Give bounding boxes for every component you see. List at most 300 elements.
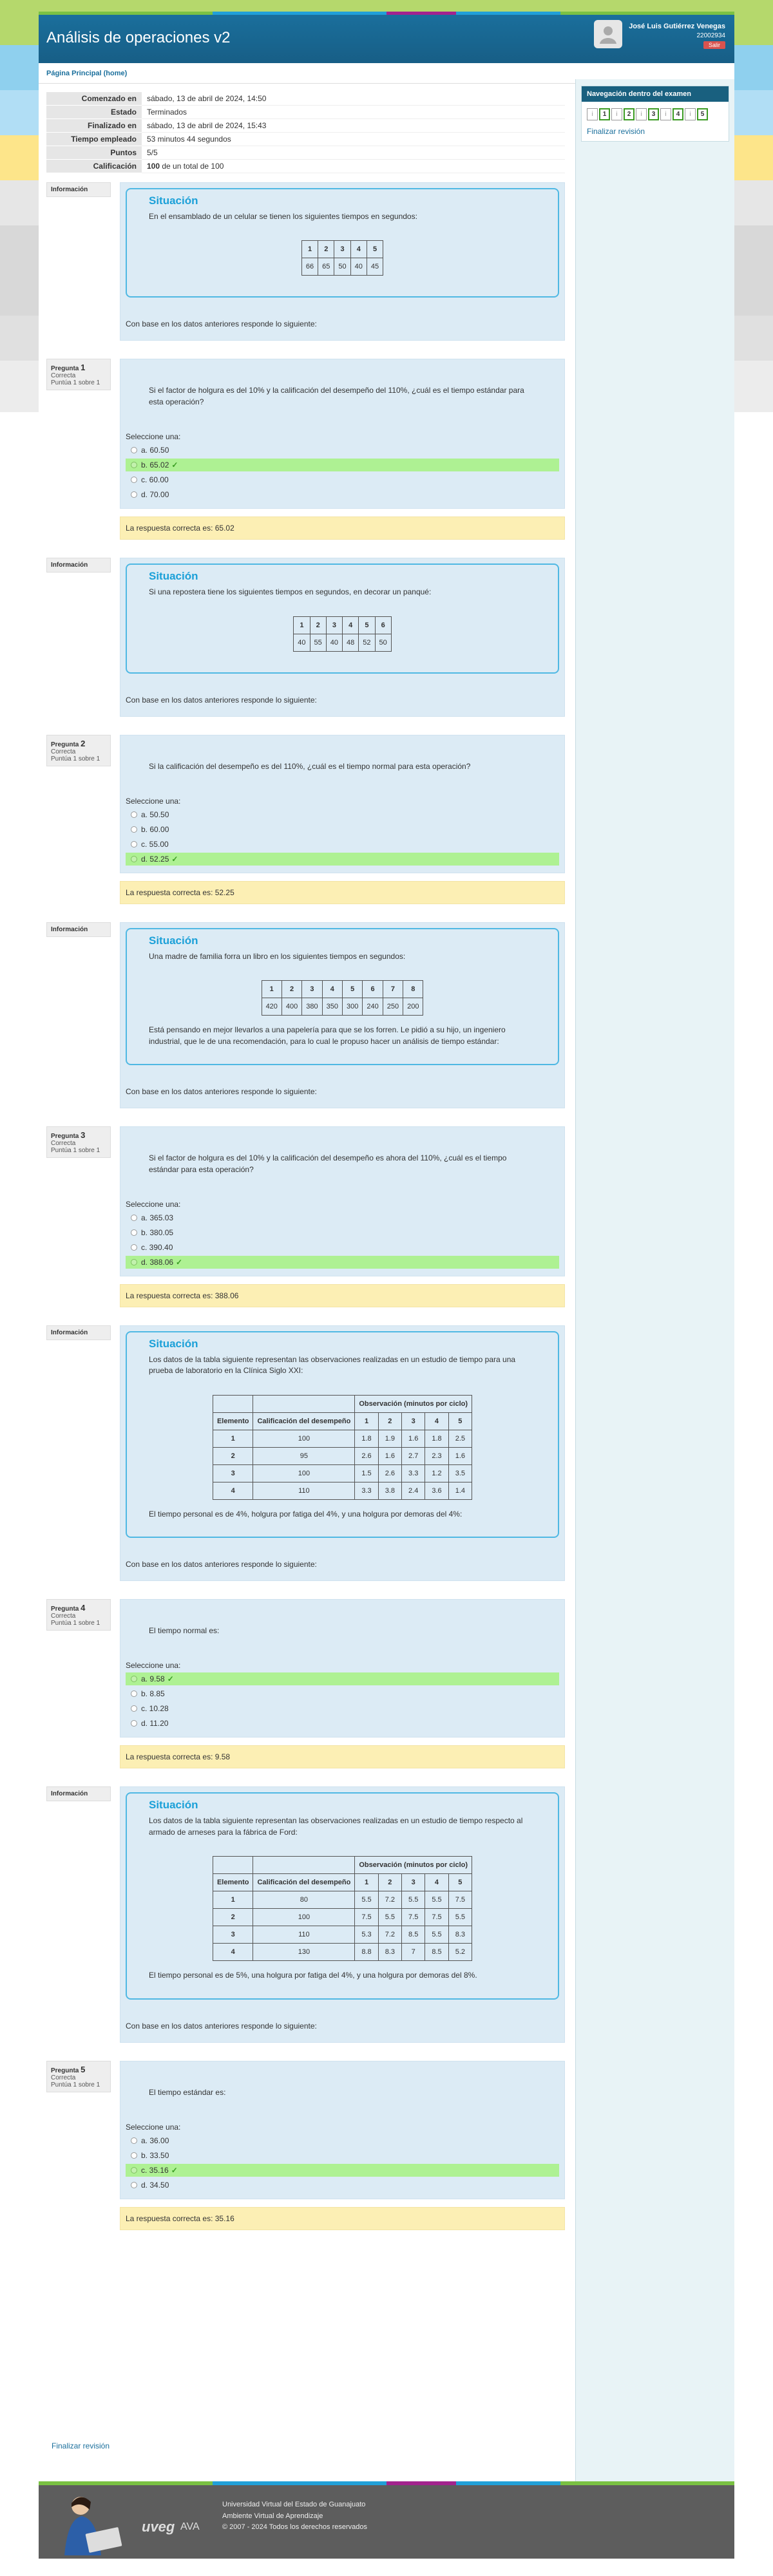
answer-option[interactable] [126, 1226, 559, 1239]
question-content [120, 2061, 565, 2230]
table-header-cell [253, 1395, 355, 1412]
info-content [120, 558, 565, 716]
table-row [213, 1447, 472, 1464]
table-cell: 40 [350, 258, 367, 276]
info-content [120, 922, 565, 1108]
question-content [120, 1599, 565, 1768]
logout-button[interactable]: Salir [703, 41, 725, 49]
table-header-cell: Elemento [213, 1874, 253, 1891]
table-cell: 3 [213, 1464, 253, 1482]
summary-label: Puntos [46, 146, 142, 160]
radio-button[interactable] [131, 2182, 137, 2188]
question-number [51, 1603, 106, 1613]
answer-option-label: d. 388.06 [141, 1257, 174, 1267]
table-cell: 8.8 [355, 1944, 378, 1961]
info-box [46, 558, 111, 573]
question-number [51, 2065, 106, 2074]
answer-option[interactable] [126, 823, 559, 836]
table-cell: 1.9 [378, 1430, 401, 1447]
table-cell: 240 [363, 998, 383, 1016]
table-header-cell: 1 [294, 616, 310, 634]
table-cell: 5.2 [448, 1944, 472, 1961]
table-cell: 110 [253, 1926, 355, 1944]
radio-button[interactable] [131, 462, 137, 468]
question-state: Correcta [51, 372, 76, 380]
table-cell: 52 [359, 634, 375, 651]
table-cell: 66 [301, 258, 318, 276]
table-header-cell: 6 [375, 616, 391, 634]
table-cell: 2 [213, 1909, 253, 1926]
info-box [46, 2061, 111, 2092]
question-info [46, 1325, 111, 1581]
table-header-row [213, 1857, 472, 1874]
radio-button[interactable] [131, 477, 137, 483]
situation-box [126, 1331, 559, 1538]
answer-option-label: c. 390.40 [141, 1242, 173, 1252]
table-cell: 45 [367, 258, 383, 276]
table-cell: 2.4 [402, 1482, 425, 1499]
situation-title: Situación [149, 570, 198, 583]
table-cell: 5.3 [355, 1926, 378, 1944]
table-cell: 1.8 [355, 1430, 378, 1447]
answer-option[interactable] [126, 1211, 559, 1224]
table-cell: 1.8 [425, 1430, 448, 1447]
avatar[interactable] [594, 20, 622, 48]
table-row [294, 634, 392, 651]
radio-button[interactable] [131, 856, 137, 862]
table-cell: 48 [343, 634, 359, 651]
info-label: Información [51, 925, 88, 933]
observation-header: Observación (minutos por ciclo) [355, 1857, 472, 1874]
table-row [213, 1430, 472, 1447]
footer-line-2: Ambiente Virtual de Aprendizaje [222, 2512, 323, 2520]
question-grade: Puntúa 1 sobre 1 [51, 1620, 100, 1627]
question-grade: Puntúa 1 sobre 1 [51, 2081, 100, 2088]
answer-option[interactable] [126, 2149, 559, 2162]
summary-value [142, 146, 565, 160]
quiz-navigation-title: Navegación dentro del examen [582, 86, 729, 102]
table-header-cell [213, 1857, 253, 1874]
info-content [120, 1786, 565, 2042]
answer-option[interactable] [126, 1702, 559, 1715]
answer-option-label: a. 36.00 [141, 2136, 169, 2146]
radio-button[interactable] [131, 1676, 137, 1682]
summary-value [142, 133, 565, 146]
table-header-cell: 6 [363, 981, 383, 998]
info-label: Información [51, 1790, 88, 1798]
table-cell: 5.5 [402, 1891, 425, 1909]
sidebar [575, 79, 734, 2481]
summary-row [46, 160, 565, 173]
question-number-value: 3 [81, 1130, 86, 1141]
question-item [46, 1599, 565, 1768]
nav-info-button[interactable]: i [636, 108, 647, 120]
situation-box [126, 928, 559, 1065]
table-header-cell: 1 [301, 241, 318, 258]
table-cell: 8.3 [378, 1944, 401, 1961]
table-cell: 1.4 [448, 1482, 472, 1499]
observation-header: Observación (minutos por ciclo) [355, 1395, 472, 1412]
radio-button[interactable] [131, 2152, 137, 2159]
answer-prompt: Seleccione una: [126, 2123, 181, 2132]
question-info [46, 182, 111, 341]
header [39, 15, 734, 63]
quiz-navigation-buttons [587, 107, 723, 122]
table-header-row [213, 1412, 472, 1430]
table-header-cell: 3 [334, 241, 350, 258]
table-header-cell: 8 [403, 981, 423, 998]
table-cell: 5.5 [448, 1909, 472, 1926]
summary-row [46, 106, 565, 119]
table-header-cell: 5 [448, 1874, 472, 1891]
answer-option-label: a. 50.50 [141, 810, 169, 819]
answer-option[interactable] [126, 1256, 559, 1269]
info-item [46, 922, 565, 1108]
formulation [120, 1325, 565, 1581]
nav-info-button[interactable]: i [611, 108, 622, 120]
summary-value-text: 5/5 [147, 148, 158, 157]
table-cell: 400 [282, 998, 301, 1016]
table-cell: 110 [253, 1482, 355, 1499]
summary-value [142, 160, 565, 173]
table-header-cell: 4 [425, 1412, 448, 1430]
instruction-text: Con base en los datos anteriores responde lo siguiente: [126, 2021, 317, 2031]
table-header-cell: 2 [282, 981, 301, 998]
info-box [46, 182, 111, 197]
table-header-cell: 4 [425, 1874, 448, 1891]
correct-answer-feedback: La respuesta correcta es: 65.02 [120, 516, 565, 540]
info-box [46, 1786, 111, 1801]
situation-title: Situación [149, 194, 198, 207]
info-box [46, 1599, 111, 1631]
summary-label: Tiempo empleado [46, 133, 142, 146]
question-info [46, 735, 111, 904]
question-number-value: 5 [81, 2064, 86, 2074]
table-header-row [301, 241, 383, 258]
nav-question-button[interactable]: 4 [673, 108, 683, 120]
table-header-cell: 1 [355, 1412, 378, 1430]
question-text: Si el factor de holgura es del 10% y la calificación del desempeño del 110%, ¿cuál es el tiempo estándar para esta operación? [149, 386, 524, 406]
formulation [120, 359, 565, 509]
radio-button[interactable] [131, 1705, 137, 1712]
table-cell: 65 [318, 258, 334, 276]
answer-option[interactable] [126, 2179, 559, 2192]
table-cell: 5.5 [378, 1909, 401, 1926]
info-item [46, 558, 565, 716]
radio-button[interactable] [131, 1229, 137, 1236]
question-state: Correcta [51, 2074, 76, 2081]
question-item [46, 359, 565, 540]
answer-option-label: c. 10.28 [141, 1704, 169, 1714]
question-grade: Puntúa 1 sobre 1 [51, 379, 100, 387]
answer-option-label: d. 11.20 [141, 1719, 169, 1728]
info-box [46, 735, 111, 766]
answer-option-label: a. 9.58 [141, 1674, 165, 1684]
table-cell: 2 [213, 1447, 253, 1464]
situation-title: Situación [149, 1337, 198, 1350]
student-illustration [55, 2488, 138, 2555]
answer-option-label: a. 365.03 [141, 1213, 174, 1222]
data-table [293, 616, 392, 652]
question-content [120, 1126, 565, 1307]
answer-option[interactable] [126, 808, 559, 821]
table-cell: 7.2 [378, 1926, 401, 1944]
table-cell: 3.3 [355, 1482, 378, 1499]
table-header-cell: 4 [322, 981, 342, 998]
breadcrumb-home-link[interactable]: Página Principal (home) [46, 70, 128, 77]
table-cell: 7.2 [378, 1891, 401, 1909]
check-icon: ✓ [167, 1674, 174, 1684]
table-header-cell [253, 1857, 355, 1874]
situation-title: Situación [149, 934, 198, 947]
info-label: Información [51, 562, 88, 569]
table-header-cell: 5 [448, 1412, 472, 1430]
radio-button[interactable] [131, 1244, 137, 1251]
answer-prompt: Seleccione una: [126, 1661, 181, 1671]
question-info [46, 2061, 111, 2230]
data-table [301, 240, 383, 276]
radio-button[interactable] [131, 1690, 137, 1697]
table-cell: 100 [253, 1464, 355, 1482]
radio-button[interactable] [131, 841, 137, 848]
summary-value-text: sábado, 13 de abril de 2024, 15:43 [147, 121, 267, 130]
nav-question-button[interactable]: 3 [648, 108, 659, 120]
table-cell: 380 [302, 998, 322, 1016]
table-cell: 50 [375, 634, 391, 651]
instruction-text: Con base en los datos anteriores responde lo siguiente: [126, 1087, 317, 1097]
table-cell: 5.5 [425, 1926, 448, 1944]
answer-option[interactable] [126, 1687, 559, 1700]
nav-info-button[interactable]: i [685, 108, 696, 120]
answer-option[interactable] [126, 2134, 559, 2147]
nav-info-button[interactable]: i [660, 108, 671, 120]
table-cell: 50 [334, 258, 350, 276]
question-grade: Puntúa 1 sobre 1 [51, 1147, 100, 1155]
table-header-cell: Elemento [213, 1412, 253, 1430]
correct-answer-feedback: La respuesta correcta es: 388.06 [120, 1284, 565, 1307]
answer-option-label: d. 34.50 [141, 2181, 169, 2190]
info-box [46, 1126, 111, 1158]
summary-row [46, 119, 565, 133]
answer-option[interactable] [126, 444, 559, 457]
ava-logo: AVA [180, 2521, 200, 2532]
question-list [46, 182, 565, 2230]
info-box [46, 922, 111, 937]
radio-button[interactable] [131, 2167, 137, 2174]
answer-option[interactable] [126, 1672, 559, 1685]
situation-box [126, 188, 559, 298]
table-header-row [213, 1395, 472, 1412]
user-name[interactable]: José Luis Gutiérrez Venegas [629, 23, 725, 30]
question-item [46, 735, 565, 904]
attempt-summary-table [46, 92, 565, 173]
situation-text-2: El tiempo personal es de 5%, una holgura por fatiga del 4%, y una holgura por demoras del 8%. [149, 1971, 477, 1980]
radio-button[interactable] [131, 2137, 137, 2144]
instruction-text: Con base en los datos anteriores responde lo siguiente: [126, 695, 317, 705]
observation-table [213, 1395, 472, 1500]
table-cell: 2.5 [448, 1430, 472, 1447]
main-content [46, 92, 565, 2248]
summary-value-text: de un total de 100 [160, 162, 224, 171]
finish-review-bottom-link[interactable]: Finalizar revisión [52, 2441, 110, 2450]
summary-value [142, 119, 565, 133]
formulation [120, 1126, 565, 1276]
formulation [120, 558, 565, 716]
table-header-cell: 2 [318, 241, 334, 258]
check-icon: ✓ [171, 2166, 178, 2175]
formulation [120, 735, 565, 873]
table-cell: 300 [343, 998, 363, 1016]
table-cell: 95 [253, 1447, 355, 1464]
table-header-row [294, 616, 392, 634]
radio-button[interactable] [131, 1720, 137, 1727]
table-header-cell [213, 1395, 253, 1412]
correct-answer-feedback: La respuesta correcta es: 9.58 [120, 1745, 565, 1768]
question-label: Pregunta [51, 1133, 81, 1141]
answer-option[interactable] [126, 853, 559, 866]
finish-review-link[interactable]: Finalizar revisión [587, 127, 645, 136]
answer-option-label: c. 35.16 [141, 2166, 169, 2175]
answer-option-label: c. 55.00 [141, 839, 169, 849]
summary-row [46, 92, 565, 106]
answer-option-label: b. 65.02 [141, 460, 169, 470]
answer-option[interactable] [126, 1717, 559, 1730]
situation-box [126, 1792, 559, 1999]
table-row [262, 998, 423, 1016]
radio-button[interactable] [131, 491, 137, 498]
table-cell: 7.5 [355, 1909, 378, 1926]
table-cell: 2.3 [425, 1447, 448, 1464]
table-cell: 3.3 [402, 1464, 425, 1482]
answer-prompt: Seleccione una: [126, 1199, 181, 1209]
table-cell: 1.5 [355, 1464, 378, 1482]
radio-button[interactable] [131, 826, 137, 833]
summary-value-text: Terminados [147, 108, 187, 117]
question-info [46, 1786, 111, 2042]
summary-row [46, 133, 565, 146]
table-header-cell: 5 [343, 981, 363, 998]
answer-option-label: b. 8.85 [141, 1689, 165, 1699]
table-cell: 1.6 [402, 1430, 425, 1447]
question-info [46, 1599, 111, 1768]
table-cell: 100 [253, 1909, 355, 1926]
question-info [46, 1126, 111, 1307]
question-state: Correcta [51, 1140, 76, 1148]
table-cell: 350 [322, 998, 342, 1016]
info-item [46, 1786, 565, 2042]
answer-option[interactable] [126, 2164, 559, 2177]
situation-text: Una madre de familia forra un libro en los siguientes tiempos en segundos: [149, 951, 406, 961]
question-number [51, 1130, 106, 1140]
page-title: Análisis de operaciones v2 [46, 29, 231, 46]
table-cell: 55 [310, 634, 326, 651]
grade-value: 100 [147, 162, 160, 171]
footer [39, 2481, 734, 2559]
answer-option-label: b. 33.50 [141, 2151, 169, 2161]
table-cell: 130 [253, 1944, 355, 1961]
table-cell: 3.6 [425, 1482, 448, 1499]
nav-question-button[interactable]: 5 [697, 108, 708, 120]
table-row [213, 1482, 472, 1499]
situation-text: Los datos de la tabla siguiente representan las observaciones realizadas en un estudio de tiempo respecto al armado de arneses para la fábrica de Ford: [149, 1816, 523, 1837]
answer-option[interactable] [126, 473, 559, 486]
table-cell: 200 [403, 998, 423, 1016]
table-cell: 7.5 [425, 1909, 448, 1926]
observation-table [213, 1856, 472, 1961]
data-table [262, 980, 424, 1016]
quiz-navigation-block [581, 86, 729, 142]
check-icon: ✓ [171, 460, 178, 470]
formulation [120, 2061, 565, 2199]
info-content [120, 1325, 565, 1581]
question-number-value: 4 [81, 1603, 86, 1613]
table-cell: 420 [262, 998, 282, 1016]
answer-option[interactable] [126, 488, 559, 501]
answer-option[interactable] [126, 838, 559, 851]
nav-question-button[interactable]: 2 [624, 108, 635, 120]
table-cell: 3.5 [448, 1464, 472, 1482]
question-item [46, 1126, 565, 1307]
situation-text-2: Está pensando en mejor llevarlos a una papelería para que se los forren. Le pidió a su hijo, un ingeniero industrial, que le de una recomendación, para lo cual le propuso hacer un análisis de tiempo estándar: [149, 1025, 506, 1046]
question-label: Pregunta [51, 2067, 81, 2074]
radio-button[interactable] [131, 447, 137, 453]
table-header-cell: 2 [378, 1874, 401, 1891]
question-text: El tiempo estándar es: [149, 2087, 226, 2097]
nav-question-button[interactable]: 1 [599, 108, 610, 120]
table-header-cell: 5 [367, 241, 383, 258]
situation-text: Los datos de la tabla siguiente representan las observaciones realizadas en un estudio de tiempo para una prueba de laboratorio en la Clínica Siglo XXI: [149, 1354, 516, 1376]
radio-button[interactable] [131, 1215, 137, 1221]
formulation [120, 1786, 565, 2042]
answer-prompt: Seleccione una: [126, 432, 181, 442]
table-cell: 2.6 [378, 1464, 401, 1482]
info-box [46, 1325, 111, 1340]
table-cell: 2.7 [402, 1447, 425, 1464]
answer-option-label: d. 52.25 [141, 854, 169, 864]
table-header-cell: 4 [350, 241, 367, 258]
table-header-cell: 1 [355, 1874, 378, 1891]
nav-info-button[interactable]: i [587, 108, 598, 120]
answer-option[interactable] [126, 1241, 559, 1254]
table-header-cell: 5 [359, 616, 375, 634]
table-cell: 100 [253, 1430, 355, 1447]
footer-line-1: Universidad Virtual del Estado de Guanajuato [222, 2501, 366, 2508]
question-label: Pregunta [51, 365, 81, 373]
table-header-cell: 3 [302, 981, 322, 998]
correct-answer-feedback: La respuesta correcta es: 35.16 [120, 2207, 565, 2230]
question-number [51, 363, 106, 372]
table-header-cell: 4 [343, 616, 359, 634]
table-cell: 4 [213, 1944, 253, 1961]
table-cell: 1 [213, 1891, 253, 1909]
table-cell: 1.6 [378, 1447, 401, 1464]
answer-prompt: Seleccione una: [126, 796, 181, 806]
check-icon: ✓ [171, 854, 178, 864]
answer-option[interactable] [126, 459, 559, 471]
situation-title: Situación [149, 1799, 198, 1812]
radio-button[interactable] [131, 1259, 137, 1265]
table-header-cell: 1 [262, 981, 282, 998]
radio-button[interactable] [131, 811, 137, 818]
table-header-cell: 2 [378, 1412, 401, 1430]
table-header-row [262, 981, 423, 998]
question-state: Correcta [51, 748, 76, 755]
table-row [213, 1464, 472, 1482]
question-content [120, 359, 565, 540]
table-cell: 250 [383, 998, 403, 1016]
page-container [39, 15, 734, 2481]
question-content [120, 735, 565, 904]
